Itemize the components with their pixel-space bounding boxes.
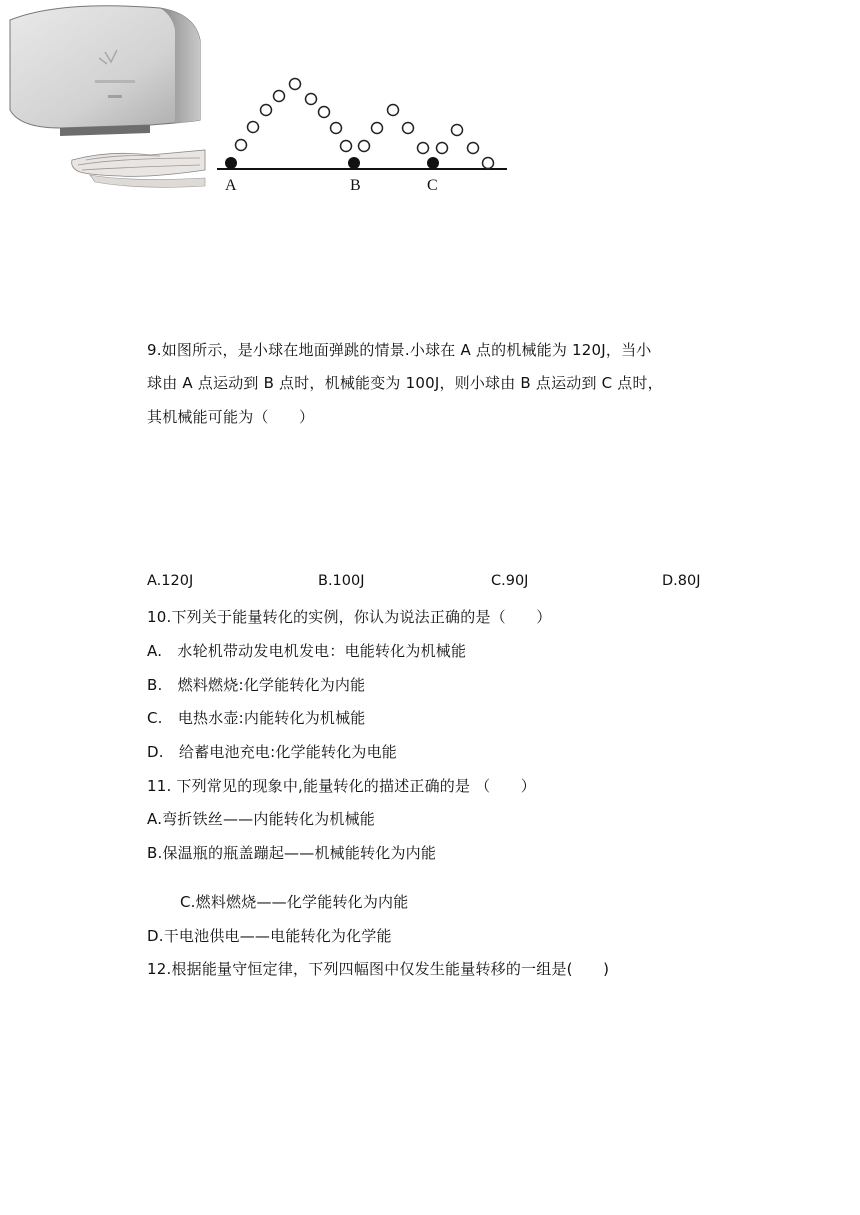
q11-option-d: D.干电池供电——电能转化为化学能 — [147, 927, 392, 945]
label-c: C — [426, 177, 438, 194]
ball-position — [371, 123, 382, 134]
ball-position — [289, 79, 300, 90]
q9-stem-line-3: 其机械能可能为（ ） — [147, 408, 315, 426]
hand-dryer-image — [0, 0, 210, 195]
q11-option-c: C.燃料燃烧——化学能转化为内能 — [180, 893, 409, 911]
ball-position — [436, 143, 447, 154]
q10-option-c: C. 电热水壶:内能转化为机械能 — [147, 709, 366, 727]
q10-option-d: D. 给蓄电池充电:化学能转化为电能 — [147, 743, 397, 761]
q9-option-c: C.90J — [491, 573, 529, 589]
q9-option-b: B.100J — [318, 573, 365, 589]
ball-position — [402, 123, 413, 134]
ball-position — [260, 105, 271, 116]
ball-point-b — [348, 157, 360, 169]
ball-position — [273, 91, 284, 102]
ball-position — [358, 141, 369, 152]
ball-point-a — [225, 157, 237, 169]
q11-stem: 11. 下列常见的现象中,能量转化的描述正确的是 （ ） — [147, 777, 536, 795]
ball-position — [330, 123, 341, 134]
ball-position — [417, 143, 428, 154]
ball-position — [305, 94, 316, 105]
q10-option-b: B. 燃料燃烧:化学能转化为内能 — [147, 676, 366, 694]
q10-option-a: A. 水轮机带动发电机发电：电能转化为机械能 — [147, 642, 467, 660]
bouncing-ball-figure — [215, 70, 515, 195]
ball-position — [467, 143, 478, 154]
q11-option-a: A.弯折铁丝——内能转化为机械能 — [147, 810, 375, 828]
label-a: A — [224, 177, 237, 194]
q9-option-a: A.120J — [147, 573, 194, 589]
q11-option-b: B.保温瓶的瓶盖蹦起——机械能转化为内能 — [147, 844, 437, 862]
ball-position — [387, 105, 398, 116]
ball-position — [318, 107, 329, 118]
ball-position — [235, 140, 246, 151]
q9-option-d: D.80J — [662, 573, 701, 589]
ball-position — [482, 158, 493, 169]
ball-position — [340, 141, 351, 152]
label-b: B — [349, 177, 361, 194]
ball-point-c — [427, 157, 439, 169]
q10-stem: 10.下列关于能量转化的实例，你认为说法正确的是（ ） — [147, 608, 552, 626]
q9-stem-line-2: 球由 A 点运动到 B 点时，机械能变为 100J，则小球由 B 点运动到 C 点时， — [147, 374, 663, 392]
q12-stem: 12.根据能量守恒定律，下列四幅图中仅发生能量转移的一组是( ) — [147, 960, 610, 978]
ball-position — [451, 125, 462, 136]
ball-position — [247, 122, 258, 133]
q9-stem-line-1: 9.如图所示，是小球在地面弹跳的情景.小球在 A 点的机械能为 120J，当小 — [147, 341, 652, 359]
